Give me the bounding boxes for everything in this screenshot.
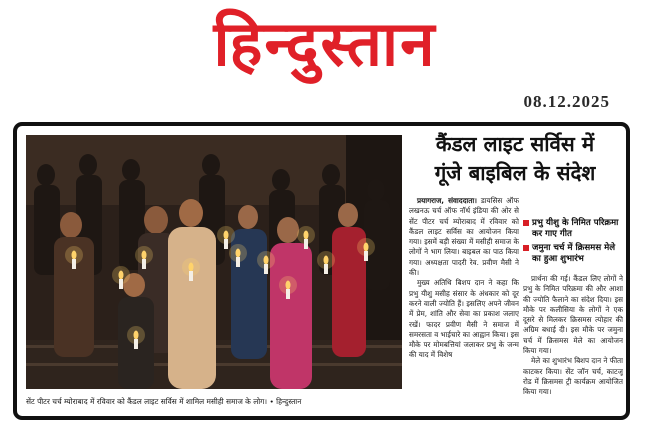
candle (304, 239, 308, 249)
newspaper-masthead: हिन्दुस्तान (213, 7, 437, 80)
candle-flame (72, 251, 77, 260)
candle-flame (236, 249, 241, 258)
candle-flame (119, 271, 124, 280)
candle (189, 271, 193, 281)
candle (324, 264, 328, 274)
news-clipping (13, 122, 630, 420)
candle (142, 259, 146, 269)
highlight-item: जमुना चर्च में क्रिसमस मेले का हुआ शुभारंभ (523, 243, 623, 265)
candle (224, 239, 228, 249)
candle-flame (364, 243, 369, 252)
candle-flame (264, 256, 269, 265)
candle (236, 257, 240, 267)
candle-flame (142, 251, 147, 260)
headline-line-2: गूंजे बाइबिल के संदेश (434, 161, 596, 185)
article-column-1 (409, 196, 519, 410)
candle-flame (134, 331, 139, 340)
paragraph-3: प्रार्थना की गई। कैंडल लिए लोगों ने प्रभु के निमित परिक्रमा की और आशा की ज्योति फैलाने का संदेश दिया। इस मौके पर कलीसिया के लोगों ने एक दूसरे से मिलकर क्रिसमस त्योहार की अग्रिम बधाई दी। इस मौके पर जमुना चर्च में क्रिसमस मेले का आयोजन किया गया। (523, 274, 623, 356)
candle (286, 289, 290, 299)
paragraph-4: मेले का शुभारंभ बिशप दान ने फीता काटकर किया। सेंट जॉन चर्च, काटजू रोड में क्रिसमस ट्री कार्यक्रम आयोजित किया गया। (523, 356, 623, 397)
candle-service-photo (26, 135, 402, 389)
highlight-item: प्रभु यीशु के निमित परिक्रमा कर गाए गीत (523, 218, 623, 240)
article-headline (409, 130, 621, 188)
byline: प्रयागराज, संवाददाता। (417, 196, 477, 205)
candle (119, 279, 123, 289)
candle-flame (304, 231, 309, 240)
candle (72, 259, 76, 269)
headline-line-1: कैंडल लाइट सर्विस में (435, 132, 595, 156)
photo-caption: सेंट पीटर चर्च म्योराबाद में रविवार को कैंडल लाइट सर्विस में शामिल मसीही समाज के लोग। • हिन्दुस्तान (26, 397, 302, 406)
candle (364, 251, 368, 261)
paragraph-2: मुख्य अतिथि बिशप दान ने कहा कि प्रभु यीशु मसीह संसार के अंधकार को दूर करने वाली ज्योति हैं। इसलिए अपने जीवन में प्रेम, शांति और सेवा का प्रकाश जलाए रखें। फादर प्रवीण मैसी ने समाज में समरसता व भाईचारे का आह्वान किया। इस मौके पर मोमबत्तियां जलाकर प्रभु के जन्म की याद में विशेष (409, 278, 519, 360)
paragraph-1: डायसिस ऑफ लखनऊ चर्च ऑफ नॉर्थ इंडिया की ओर से सेंट पीटर चर्च म्योराबाद में रविवार को कैंडल लाइट सर्विस का आयोजन किया गया। इसमें बड़ी संख्या में मसीही समाज के लोगों ने भाग लिया। बाइबल का पाठ किया गया। अध्यक्षता पादरी रेव. प्रवीण मैसी ने की। (409, 196, 519, 278)
candle-flame (189, 263, 194, 272)
publication-date: 08.12.2025 (523, 92, 610, 111)
article-highlights (523, 218, 623, 270)
article-column-2 (523, 274, 623, 410)
candle-flame (224, 231, 229, 240)
candle (264, 264, 268, 274)
candle (134, 339, 138, 349)
photo-illustration (26, 135, 402, 389)
candle-flame (286, 281, 291, 290)
candle-flame (324, 256, 329, 265)
